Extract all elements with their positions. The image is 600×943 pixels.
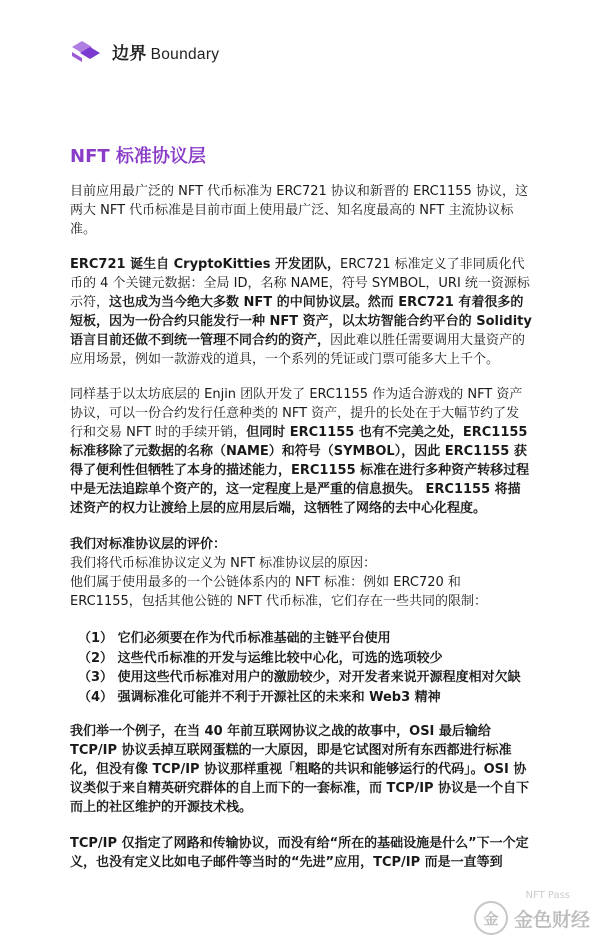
limitations-list	[78, 629, 521, 707]
paragraph-intro: 目前应用最广泛的 NFT 代币标准为 ERC721 协议和新晋的 ERC1155 协议，这两大 NFT 代币标准是目前市面上使用最广泛、知名度最高的 NFT 主流协议标准。	[70, 184, 528, 237]
erc721-bold-1: ERC721 诞生自 CryptoKitties 开发团队，	[70, 257, 340, 272]
evaluation-line-2: 他们属于使用最多的一个公链体系内的 NFT 标准：例如 ERC720 和 ERC1155，包括其他公链的 NFT 代币标准，它们存在一些共同的限制：	[70, 575, 487, 609]
section-title: NFT 标准协议层	[70, 146, 206, 167]
list-item: （4） 强调标准化可能并不利于开源社区的未来和 Web3 精神	[78, 689, 441, 705]
watermark-small-text: NFT Pass	[525, 890, 570, 901]
evaluation-line-1: 我们将代币标准协议定义为 NFT 标准协议层的原因：	[70, 556, 377, 571]
logo-cn-text: 边界	[112, 43, 147, 64]
brand-logo	[70, 38, 219, 64]
erc721-text-2: 因此难以胜任需要调用大量资产的应用场景，例如一款游戏的道具，一个系列的凭证或门票可能多大上千个。	[70, 333, 526, 367]
watermark-logo-icon: 金	[474, 901, 508, 935]
erc721-text-1: ERC721 标准定义了非同质化代币的 4 个关键元数据：全局 ID，名称 NAME，符号 SYMBOL，URI 统一资源标示符，	[70, 257, 530, 310]
list-item: （1） 它们必须要在作为代币标准基础的主链平台使用	[78, 631, 391, 646]
logo-en-text: Boundary	[150, 45, 220, 63]
evaluation-heading: 我们对标准协议层的评价：	[70, 537, 227, 552]
paragraph-erc1155	[70, 385, 532, 518]
watermark	[474, 901, 590, 935]
paragraph-osi-example: 我们举一个例子，在当 40 年前互联网协议之战的故事中，OSI 最后输给 TCP/IP 协议丢掉互联网蛋糕的一大原因，即是它试图对所有东西都进行标准化，但没有像 TCP/IP 协议那样重视「粗略的共识和能够运行的代码」。OSI 协议类似于来自精英研究群体的自上而下的一套标准，而 TCP/IP 协议是一个自下而上的社区维护的开源技术栈。	[70, 724, 530, 815]
erc721-bold-2: 这也成为当今绝大多数 NFT 的中间协议层。然而 ERC721 有着很多的短板，因为一份合约只能发行一种 NFT 资产，以太坊智能合约平台的 Solidity 语言目前还做不到统一管理不同合约的资产，	[70, 295, 532, 348]
paragraph-evaluation	[70, 535, 532, 611]
boundary-logo-icon	[70, 38, 106, 64]
erc1155-text-1: 同样基于以太坊底层的 Enjin 团队开发了 ERC1155 作为适合游戏的 NFT 资产协议，可以一份合约发行任意种类的 NFT 资产，提升的长处在于大幅节约了发行和交易 NFT 时的手续开销，	[70, 387, 523, 440]
list-item: （3） 使用这些代币标准对用户的激励较少，对开发者来说开源程度相对欠缺	[78, 670, 521, 685]
erc1155-bold-1: 但同时 ERC1155 也有不完美之处，ERC1155 标准移除了元数据的名称（NAME）和符号（SYMBOL），因此 ERC1155 获得了便利性但牺牲了本身的描述能力，ERC1155 标准在进行多种资产转移过程中是无法追踪单个资产的，这一定程度上是严重的信息损失。 ERC1155 将描述资产的权力让渡给上层的应用层后端，这牺牲了网络的去中心化程度。	[70, 425, 530, 516]
paragraph-erc721	[70, 255, 532, 369]
list-item: （2） 这些代币标准的开发与运维比较中心化，可选的选项较少	[78, 650, 443, 666]
watermark-text: 金色财经	[513, 908, 590, 931]
paragraph-tcpip: TCP/IP 仅指定了网路和传输协议，而没有给“所在的基础设施是什么”下一个定义，也没有定义比如电子邮件等当时的“先进”应用，TCP/IP 而是一直等到	[70, 836, 529, 870]
